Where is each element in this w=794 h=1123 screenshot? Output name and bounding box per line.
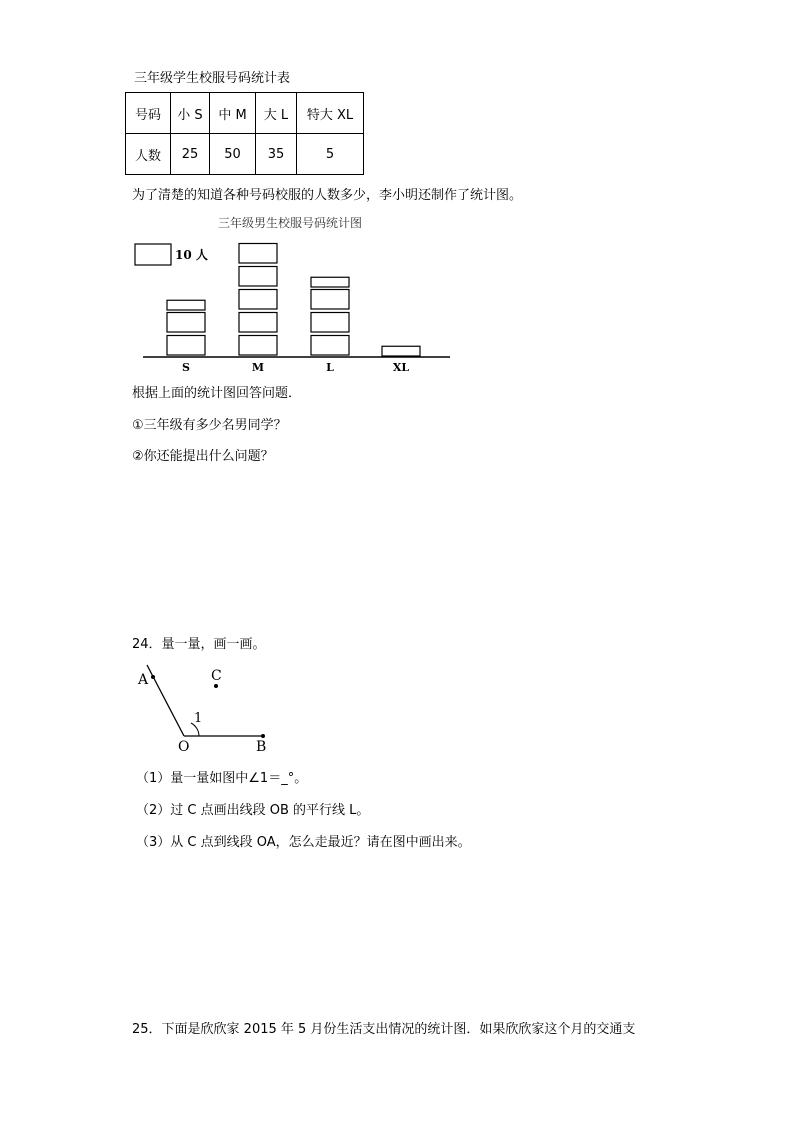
table-cell: 50 bbox=[210, 134, 256, 175]
q24-sub-2: （2）过 C 点画出线段 OB 的平行线 L。 bbox=[136, 803, 370, 818]
table-cell: 35 bbox=[256, 134, 297, 175]
q24-sub-1: （1）量一量如图中∠1＝_°。 bbox=[136, 771, 308, 786]
table-cell: 25 bbox=[171, 134, 210, 175]
table-header-cell: 小 S bbox=[171, 93, 210, 134]
table-cell: 5 bbox=[297, 134, 364, 175]
q25-text: 25．下面是欣欣家 2015 年 5 月份生活支出情况的统计图．如果欣欣家这个月的交通支 bbox=[132, 1022, 636, 1037]
x-tick-label: M bbox=[251, 361, 265, 374]
question-2: ②你还能提出什么问题？ bbox=[132, 449, 274, 464]
label-B: B bbox=[256, 739, 267, 755]
prompt-text: 根据上面的统计图回答问题． bbox=[132, 386, 302, 401]
chart-title: 三年级男生校服号码统计图 bbox=[217, 216, 363, 230]
table-header-cell: 特大 XL bbox=[297, 93, 364, 134]
x-tick-label: L bbox=[326, 361, 334, 374]
label-A: A bbox=[138, 672, 149, 688]
label-C: C bbox=[211, 668, 222, 684]
label-1: 1 bbox=[194, 711, 203, 726]
legend-label: 10 人 bbox=[175, 248, 208, 262]
x-tick-label: S bbox=[182, 361, 190, 374]
x-tick-label: XL bbox=[392, 361, 410, 374]
q24-title: 24．量一量，画一画。 bbox=[132, 637, 266, 652]
table-row-label: 人数 bbox=[126, 134, 171, 175]
point-C bbox=[214, 684, 218, 688]
label-O: O bbox=[178, 739, 190, 755]
table-title: 三年级学生校服号码统计表 bbox=[134, 71, 291, 86]
question-1: ①三年级有多少名男同学？ bbox=[132, 418, 287, 433]
table-header-cell: 号码 bbox=[126, 93, 171, 134]
point-A bbox=[151, 675, 155, 679]
point-B bbox=[261, 734, 265, 738]
chart-intro-text: 为了清楚的知道各种号码校服的人数多少，李小明还制作了统计图。 bbox=[132, 188, 523, 203]
table-header-cell: 大 L bbox=[256, 93, 297, 134]
q24-sub-3: （3）从 C 点到线段 OA，怎么走最近？请在图中画出来。 bbox=[136, 835, 471, 850]
table-header-cell: 中 M bbox=[210, 93, 256, 134]
